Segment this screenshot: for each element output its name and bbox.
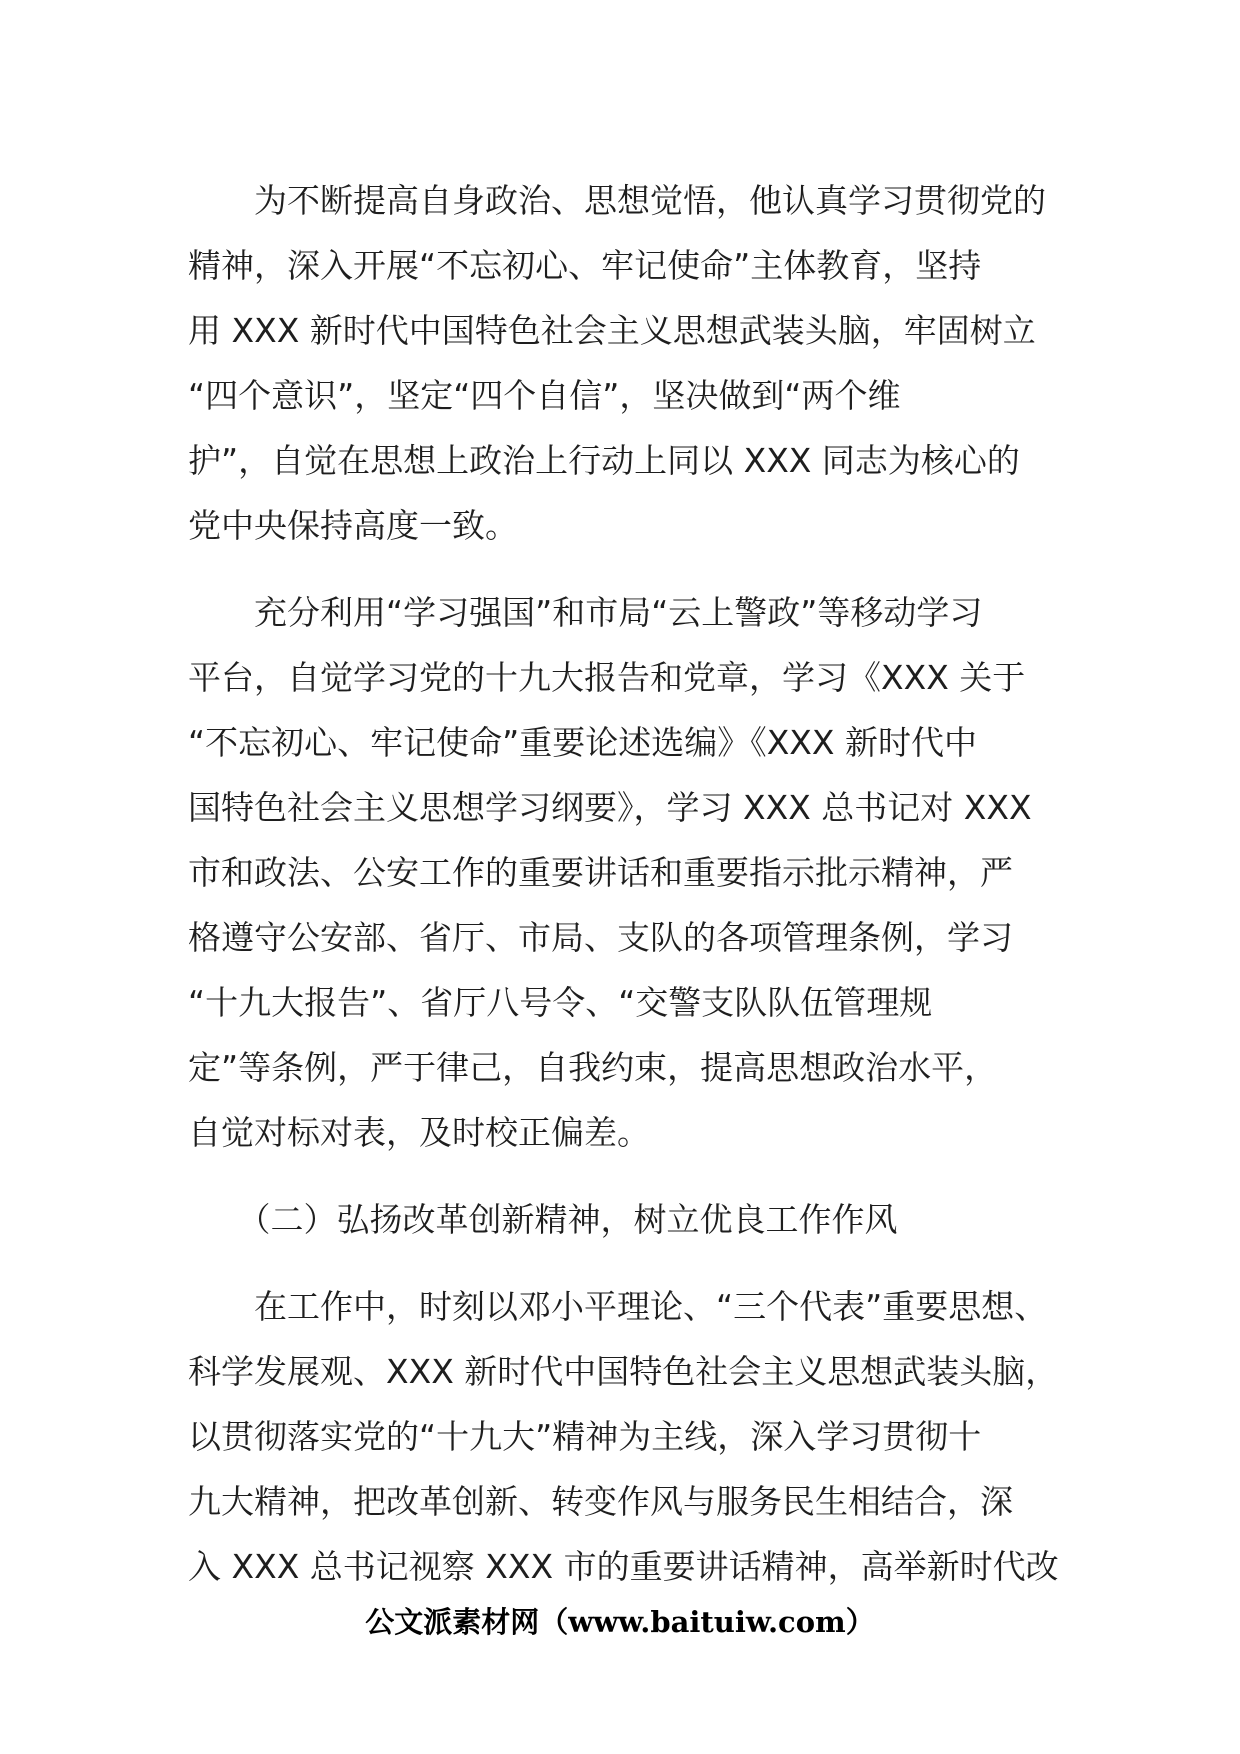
- text-line: 自觉对标对表，及时校正偏差。: [188, 1113, 650, 1152]
- text-line: 充分利用“学习强国”和市局“云上警政”等移动学习: [188, 593, 983, 632]
- text-line: 平台，自觉学习党的十九大报告和党章，学习《XXX 关于: [188, 658, 1026, 697]
- footer-watermark: 公文派素材网（www.baituiw.com）: [365, 1605, 875, 1639]
- text-line: “十九大报告”、省厅八号令、“交警支队队伍管理规: [188, 983, 933, 1022]
- text-line: 护”，自觉在思想上政治上行动上同以 XXX 同志为核心的: [188, 441, 1020, 480]
- text-line: 精神，深入开展“不忘初心、牢记使命”主体教育，坚持: [188, 246, 982, 285]
- text-line: 在工作中，时刻以邓小平理论、“三个代表”重要思想、: [188, 1287, 1048, 1326]
- text-line: “四个意识”，坚定“四个自信”，坚决做到“两个维: [188, 376, 901, 415]
- text-line: 国特色社会主义思想学习纲要》，学习 XXX 总书记对 XXX: [188, 788, 1032, 827]
- text-line: 入 XXX 总书记视察 XXX 市的重要讲话精神，高举新时代改: [188, 1547, 1059, 1586]
- text-line: “不忘初心、牢记使命”重要论述选编》《XXX 新时代中: [188, 723, 978, 762]
- text-line: 党中央保持高度一致。: [188, 506, 518, 545]
- paragraph-1: [188, 168, 1058, 558]
- text-line: 以贯彻落实党的“十九大”精神为主线，深入学习贯彻十: [188, 1417, 982, 1456]
- paragraph-2: [188, 580, 1058, 1165]
- text-line: 定”等条例，严于律己，自我约束，提高思想政治水平，: [188, 1048, 998, 1087]
- text-line: 科学发展观、XXX 新时代中国特色社会主义思想武装头脑，: [188, 1352, 1059, 1391]
- text-line: 用 XXX 新时代中国特色社会主义思想武装头脑，牢固树立: [188, 311, 1036, 350]
- text-line: 格遵守公安部、省厅、市局、支队的各项管理条例，学习: [188, 918, 1013, 957]
- text-line: 为不断提高自身政治、思想觉悟，他认真学习贯彻党的: [188, 181, 1046, 220]
- paragraph-3: [188, 1274, 1058, 1599]
- heading-text: （二）弘扬改革创新精神，树立优良工作作风: [188, 1200, 898, 1239]
- document-body: [188, 168, 1058, 1599]
- text-line: 市和政法、公安工作的重要讲话和重要指示批示精神，严: [188, 853, 1013, 892]
- text-line: 九大精神，把改革创新、转变作风与服务民生相结合，深: [188, 1482, 1013, 1521]
- section-heading: [188, 1187, 1058, 1252]
